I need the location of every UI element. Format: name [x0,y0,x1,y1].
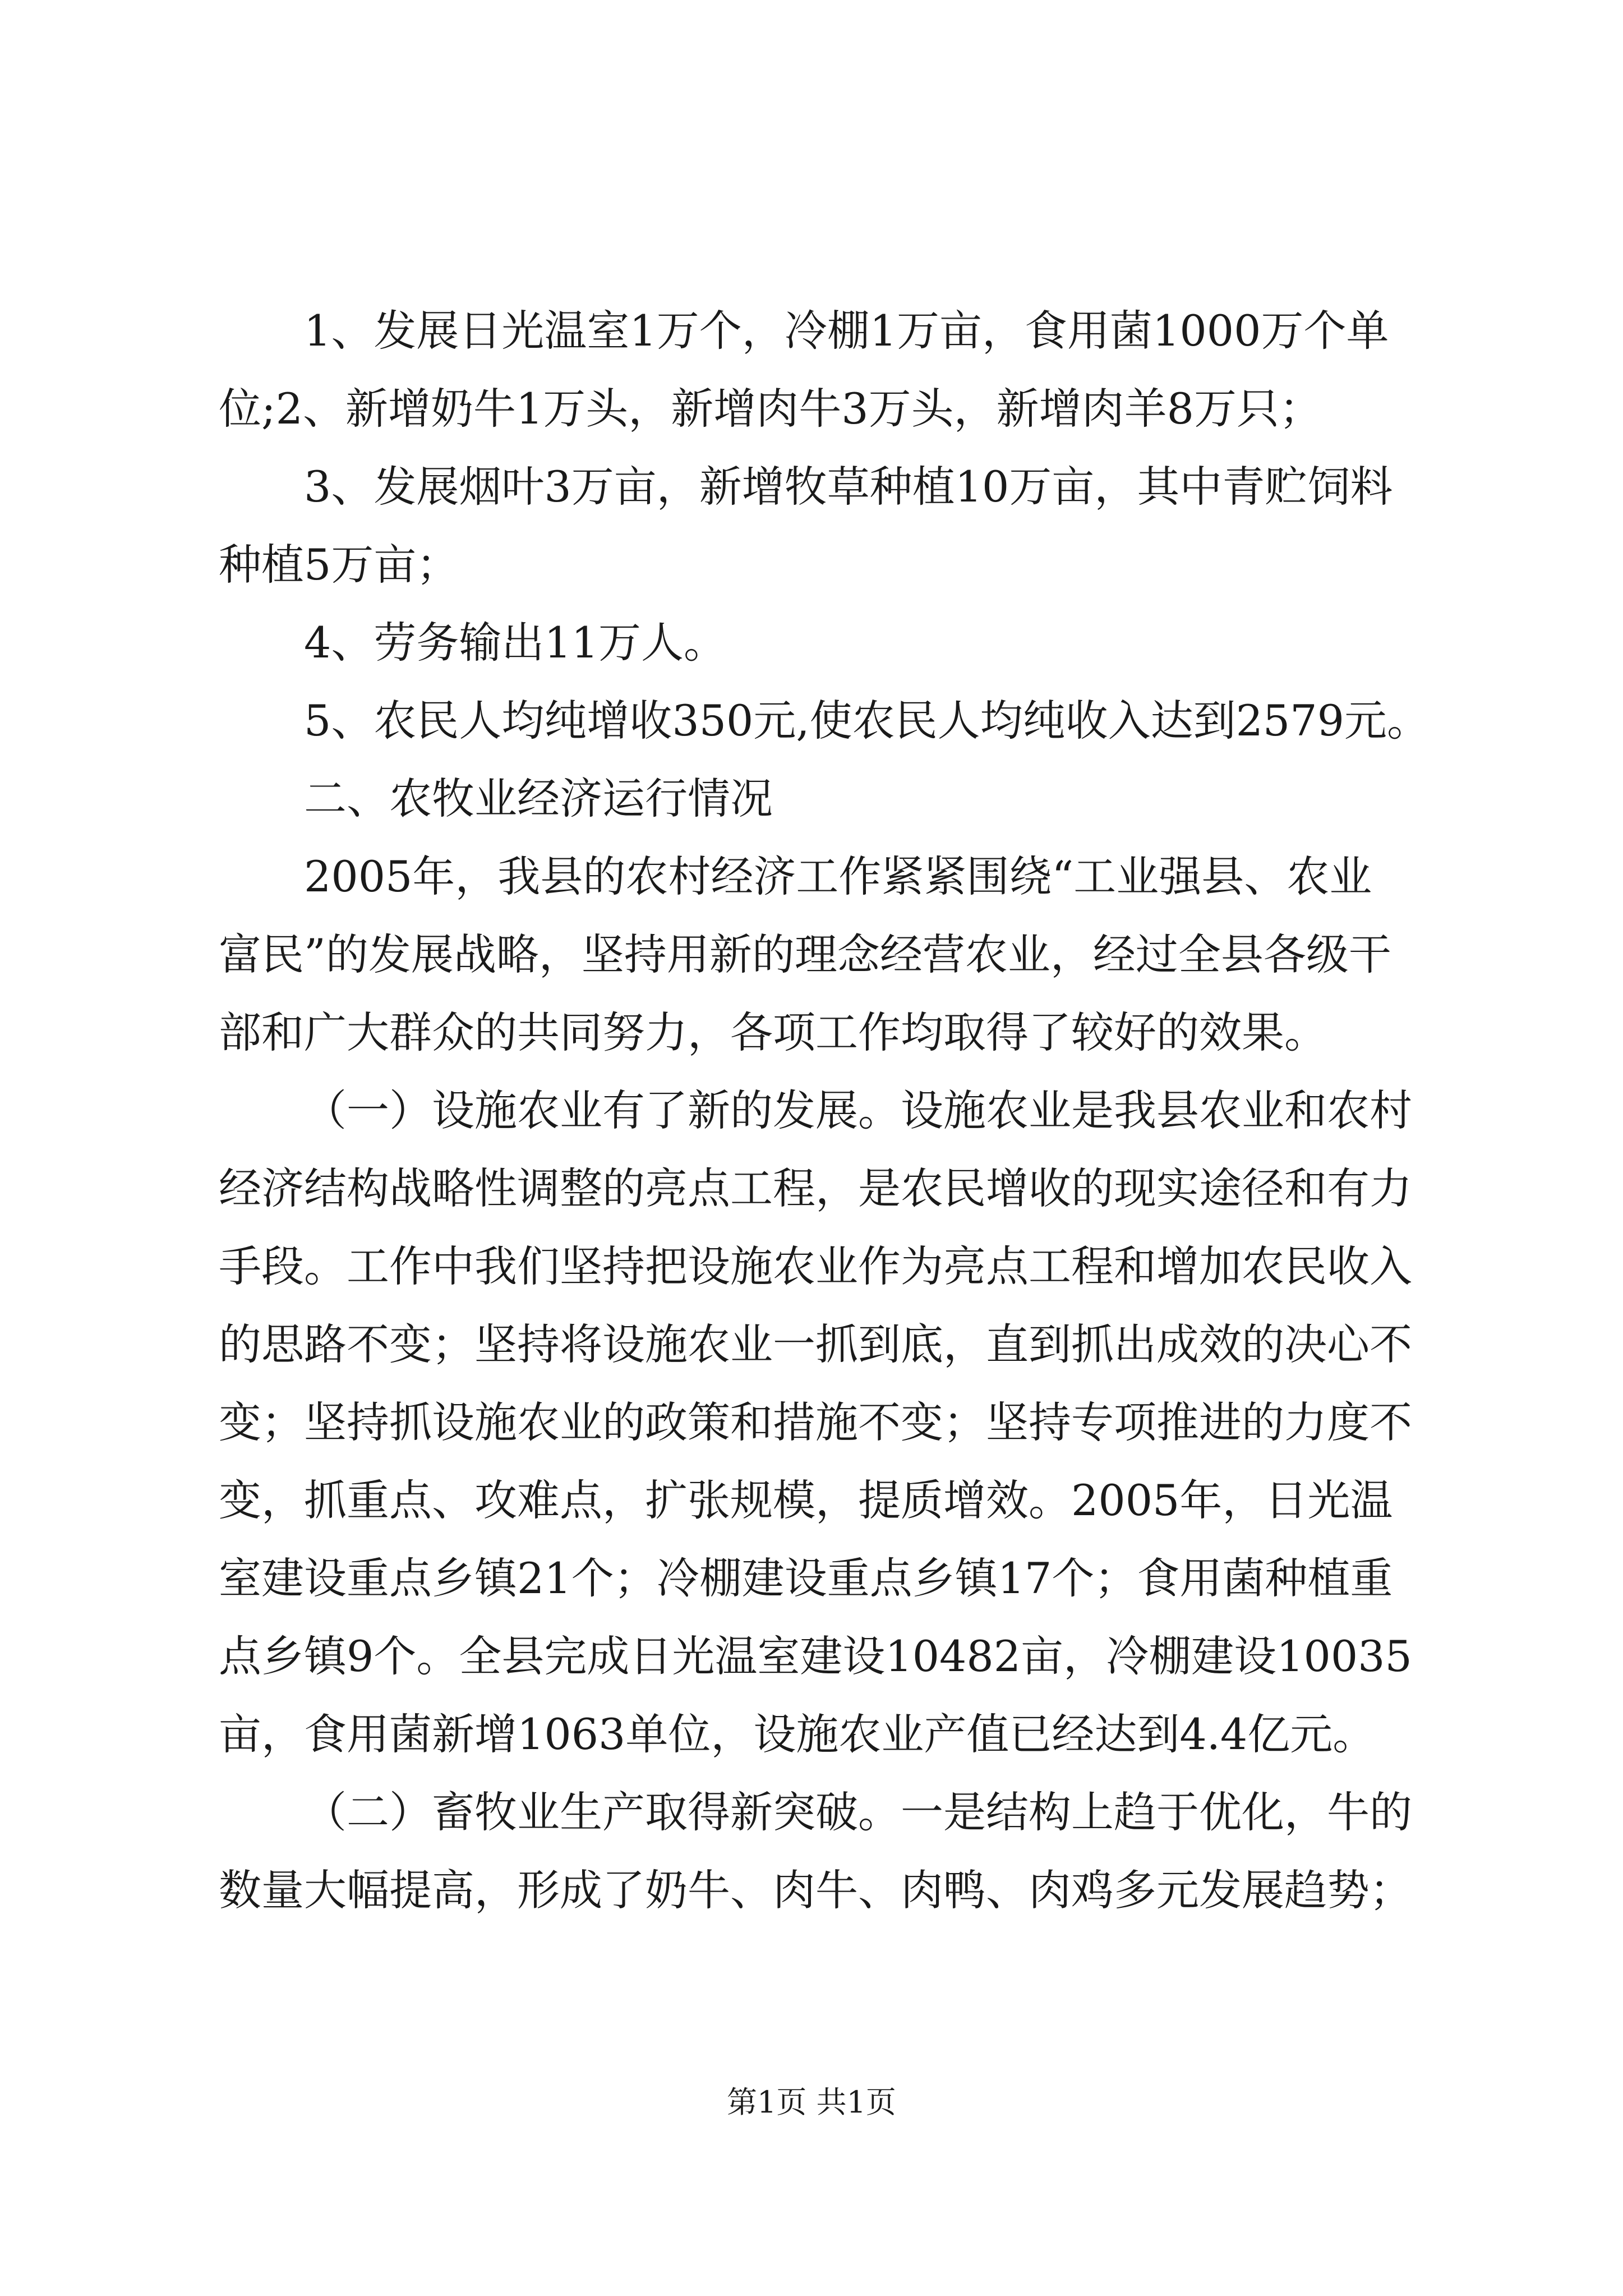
text-line: （一）设施农业有了新的发展。设施农业是我县农业和农村 [304,1085,1412,1135]
document-body [219,292,1430,1929]
text-line: 手段。工作中我们坚持把设施农业作为亮点工程和增加农民收入 [219,1241,1412,1291]
text-line: 位;2、新增奶牛1万头，新增肉牛3万头，新增肉羊8万只； [219,384,1322,434]
text-line: 富民”的发展战略，坚持用新的理念经营农业，经过全县各级干 [219,930,1391,979]
text-line: 亩，食用菌新增1063单位，设施农业产值已经达到4.4亿元。 [219,1709,1376,1759]
text-line: 部和广大群众的共同努力，各项工作均取得了较好的效果。 [219,1007,1327,1057]
text-line: 数量大幅提高，形成了奶牛、肉牛、肉鸭、肉鸡多元发展趋势； [219,1865,1412,1915]
text-line: 2005年，我县的农村经济工作紧紧围绕“工业强县、农业 [304,852,1372,901]
text-line: 经济结构战略性调整的亮点工程，是农民增收的现实途径和有力 [219,1163,1412,1213]
text-line: 室建设重点乡镇21个；冷棚建设重点乡镇17个；食用菌种植重 [219,1553,1393,1603]
section-heading: 二、农牧业经济运行情况 [304,774,773,823]
text-line: 3、发展烟叶3万亩，新增牧草种植10万亩，其中青贮饲料 [304,462,1393,512]
text-line: （二）畜牧业生产取得新突破。一是结构上趋于优化，牛的 [304,1787,1412,1837]
page-number-footer: 第1页 共1页 [727,2085,896,2120]
text-line: 4、劳务输出11万人。 [304,618,727,668]
text-line: 变；坚持抓设施农业的政策和措施不变；坚持专项推进的力度不 [219,1397,1412,1447]
text-line: 1、发展日光温室1万个，冷棚1万亩，食用菌1000万个单 [304,306,1389,356]
text-line: 种植5万亩； [219,540,459,590]
text-line: 5、农民人均纯增收350元,使农民人均纯收入达到2579元。 [304,696,1430,746]
text-line: 的思路不变；坚持将设施农业一抓到底，直到抓出成效的决心不 [219,1319,1412,1369]
text-line: 点乡镇9个。全县完成日光温室建设10482亩，冷棚建设10035 [219,1631,1412,1681]
text-line: 变，抓重点、攻难点，扩张规模，提质增效。2005年，日光温 [219,1475,1393,1525]
